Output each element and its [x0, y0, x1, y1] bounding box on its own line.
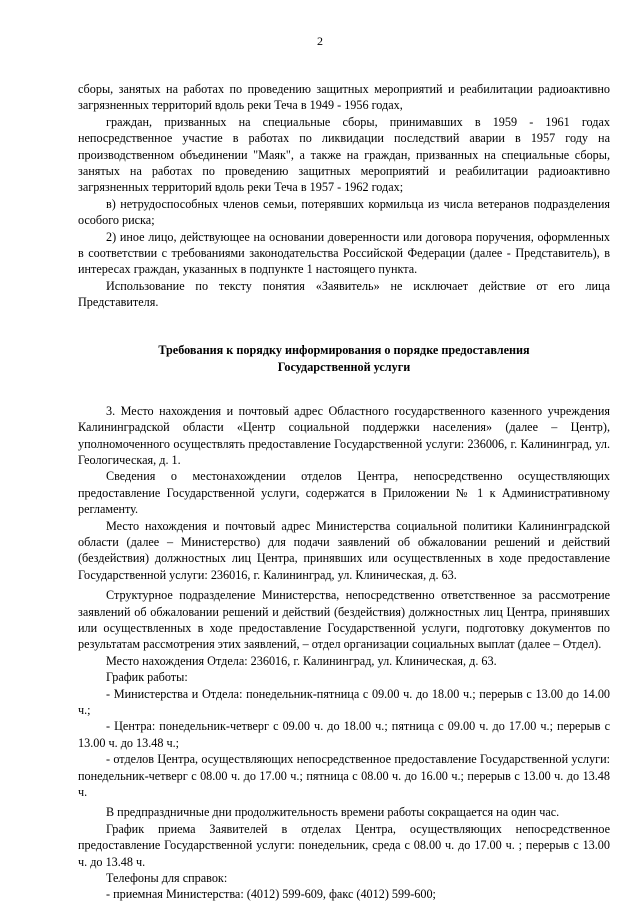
paragraph: График приема Заявителей в отделах Центра, осуществляющих непосредственное предоставление Государственной услуги: понедельник, среда с 08.00 ч. до 17.00 ч. ; перерыв с 13.00 ч. до 13.48 ч. — [78, 821, 610, 869]
list-item: - приемная Министерства: (4012) 599-609, факс (4012) 599-600; — [106, 887, 436, 902]
paragraph: Телефоны для справок: — [106, 871, 228, 886]
paragraph: График работы: — [106, 670, 188, 685]
list-item: - отделов Центра, осуществляющих непосредственное предоставление Государственной услуги: понедельник-четверг с 08.00 ч. до 17.00 ч.; пятница с 08.00 ч. до 16.00 ч.; перерыв с 13.00 ч. до 13.48 ч. — [78, 752, 610, 800]
paragraph: Структурное подразделение Министерства, непосредственно ответственное за рассмотрение заявлений об обжаловании решений и действий (бездействия) должностных лиц Центра, принявших или осуществленных в ходе предоставление Государственной услуги, подготовку документов по результатам рассмотрения этих заявлений, – отдел организации социальных выплат (далее – Отдел). — [78, 588, 610, 652]
paragraph: граждан, призванных на специальные сборы, принимавших в 1959 - 1961 годах непосредственное участие в работах по ликвидации последствий аварии в 1957 году на производственном объединении "Маяк", а также на граждан, призванных на специальные сборы, занятых на работах по проведению защитных мероприятий и реабилитации радиоактивно загрязненных территорий вдоль реки Теча в 1957 - 1962 годах; — [78, 114, 610, 195]
page-number: 2 — [317, 34, 323, 48]
paragraph: в) нетрудоспособных членов семьи, потерявших кормильца из числа ветеранов подразделения особого риска; — [78, 196, 610, 228]
list-item: - Министерства и Отдела: понедельник-пятница с 09.00 ч. до 18.00 ч.; перерыв с 13.00 до 14.00 ч.; — [78, 686, 610, 717]
section-heading: Требования к порядку информирования о порядке предоставления Государственной услуги — [158, 342, 530, 374]
paragraph: Место нахождения Отдела: 236016, г. Калининград, ул. Клиническая, д. 63. — [106, 653, 497, 668]
paragraph-continuation: сборы, занятых на работах по проведению защитных мероприятий и реабилитации радиоактивно загрязненных территорий вдоль реки Теча в 1949 - 1956 годах, — [78, 82, 610, 113]
paragraph: 3. Место нахождения и почтовый адрес Областного государственного казенного учреждения Калининградской области «Центр социальной поддержки населения» (далее – Центр), уполномоченного осуществлять предоставление Государственной услуги: 236006, г. Калининград, ул. Геологическая, д. 1. — [78, 403, 610, 467]
paragraph: Использование по тексту понятия «Заявитель» не исключает действие от его лица Представителя. — [78, 278, 610, 310]
document-body — [78, 81, 610, 903]
paragraph: Место нахождения и почтовый адрес Министерства социальной политики Калининградской области (далее – Министерство) для подачи заявлений об обжаловании решений и действий (бездействия) должностных лиц Центра, принявших или осуществленных в ходе предоставление Государственной услуги: 236016, г. Калининград, ул. Клиническая, д. 63. — [78, 518, 610, 582]
list-item: - Центра: понедельник-четверг с 09.00 ч. до 18.00 ч.; пятница с 09.00 ч. до 17.00 ч.; перерыв с 13.00 ч. до 13.48 ч.; — [78, 719, 610, 750]
paragraph: В предпраздничные дни продолжительность времени работы сокращается на один час. — [106, 805, 560, 820]
paragraph: 2) иное лицо, действующее на основании доверенности или договора поручения, оформленных в соответствии с требованиями законодательства Российской Федерации (далее - Представитель), в интересах граждан, указанных в подпункте 1 настоящего пункта. — [78, 229, 610, 277]
paragraph: Сведения о местонахождении отделов Центра, непосредственно осуществляющих предоставление Государственной услуги, содержатся в Приложении № 1 к Административному регламенту. — [78, 469, 610, 517]
